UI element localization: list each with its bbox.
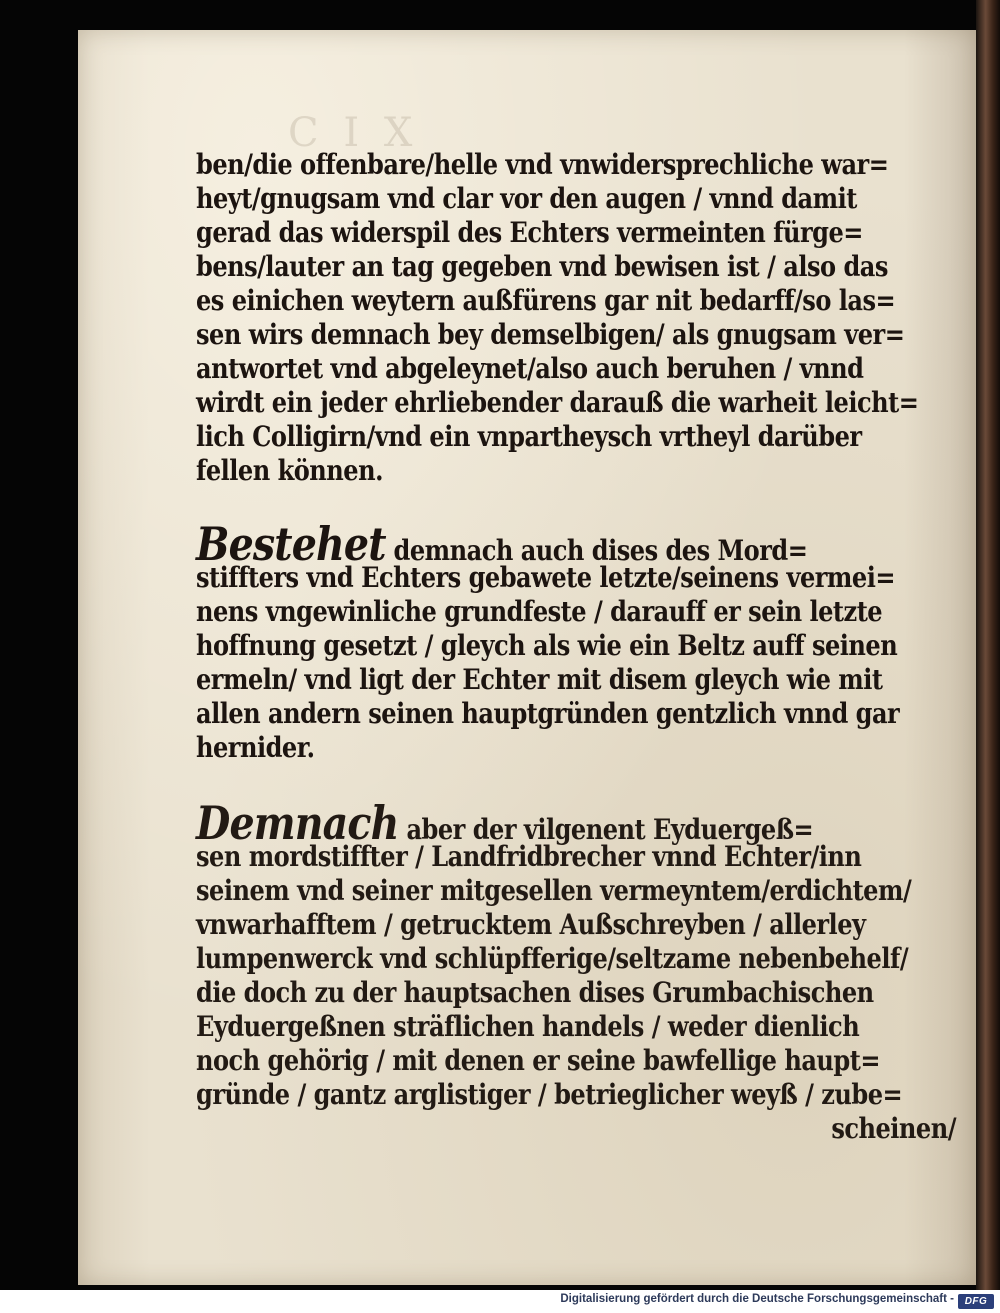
text-line: heyt/gnugsam vnd clar vor den augen / vnnd damit — [196, 182, 857, 215]
paragraph-3 — [196, 796, 956, 1146]
text-line: die doch zu der hauptsachen dises Grumbachischen — [196, 976, 874, 1009]
catchword: scheinen/ — [831, 1112, 956, 1145]
paragraph-2 — [196, 517, 956, 765]
book-edge — [976, 0, 1000, 1290]
text-line: allen andern seinen hauptgründen gentzlich vnnd gar — [196, 697, 900, 730]
text-line: Eyduergeßnen sträflichen handels / weder dienlich — [196, 1010, 860, 1043]
text-line: sen mordstiffter / Landfridbrecher vnnd Echter/inn — [196, 840, 862, 873]
initial-word: Demnach — [196, 796, 399, 850]
text-line: nens vngewinliche grundfeste / darauff er sein letzte — [196, 595, 883, 628]
paragraph-1 — [196, 148, 956, 488]
text-line: wirdt ein jeder ehrliebender darauß die warheit leicht= — [196, 386, 919, 419]
text-line: stiffters vnd Echters gebawete letzte/seinens vermei= — [196, 561, 895, 594]
text-line: vnwarhafftem / getrucktem Außschreyben / allerley — [196, 908, 866, 941]
text-line: lich Colligirn/vnd ein vnpartheysch vrtheyl darüber — [196, 420, 862, 453]
text-line-first — [196, 517, 850, 571]
funding-credit: Digitalisierung gefördert durch die Deutsche Forschungsgemeinschaft - — [560, 1293, 954, 1305]
text-line: ermeln/ vnd ligt der Echter mit disem gleych wie mit — [196, 663, 883, 696]
text-line: gerad das widerspil des Echters vermeinten fürge= — [196, 216, 863, 249]
first-line-rest: demnach auch dises des Mord= — [385, 534, 808, 567]
text-line: ben/die offenbare/helle vnd vnwidersprechliche war= — [196, 148, 889, 181]
text-line: gründe / gantz arglistiger / betrieglicher weyß / zube= — [196, 1078, 903, 1111]
initial-word: Bestehet — [196, 517, 386, 571]
text-line-first — [196, 796, 850, 850]
dfg-logo-icon: DFG — [958, 1294, 994, 1309]
text-line: hoffnung gesetzt / gleych als wie ein Beltz auff seinen — [196, 629, 898, 662]
text-line: antwortet vnd abgeleynet/also auch beruhen / vnnd — [196, 352, 864, 385]
text-line: es einichen weytern außfürens gar nit bedarff/so las= — [196, 284, 896, 317]
bleed-through-marks: C I X — [288, 110, 419, 156]
text-line: fellen können. — [196, 454, 383, 487]
text-line: seinem vnd seiner mitgesellen vermeyntem/erdichtem/ — [196, 874, 912, 907]
text-line: sen wirs demnach bey demselbigen/ als gnugsam ver= — [196, 318, 905, 351]
text-line: noch gehörig / mit denen er seine bawfellige haupt= — [196, 1044, 880, 1077]
text-line: hernider. — [196, 731, 315, 764]
first-line-rest: aber der vilgenent Eyduergeß= — [398, 813, 814, 846]
text-line: lumpenwerck vnd schlüpfferige/seltzame nebenbehelf/ — [196, 942, 909, 975]
text-line: bens/lauter an tag gegeben vnd bewisen ist / also das — [196, 250, 888, 283]
